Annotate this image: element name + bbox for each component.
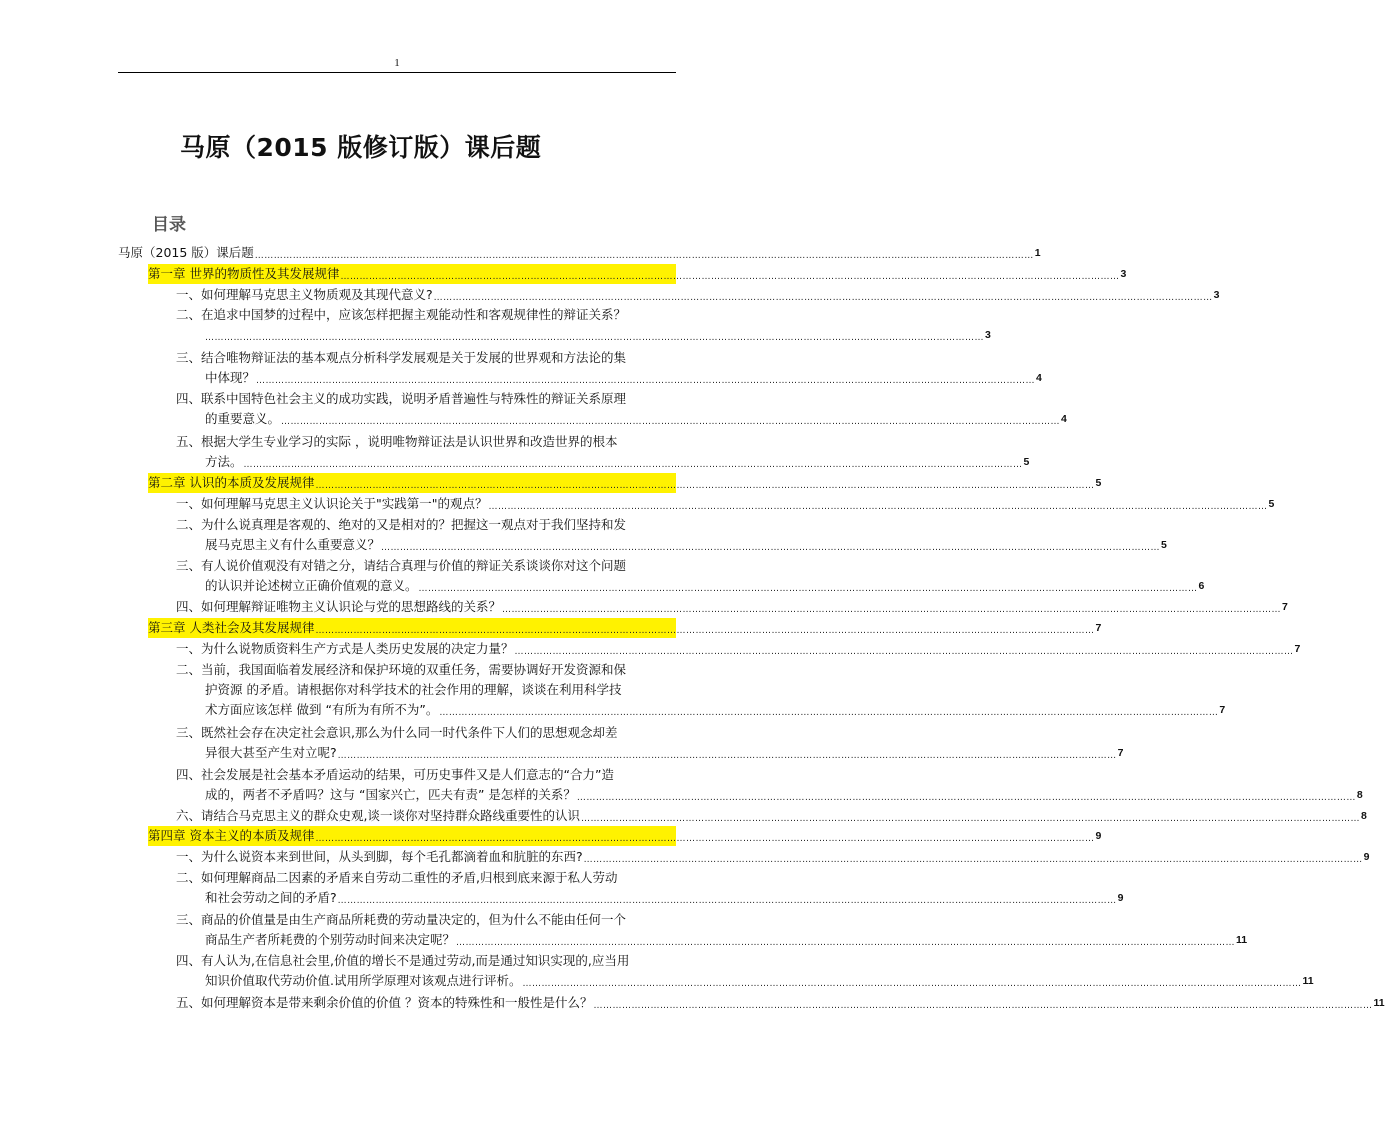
toc-dot-leader: ………………………………………………………………………………………………………………………………………………………………………………………………………………………… <box>337 751 1117 761</box>
toc-entry[interactable] <box>118 243 1041 263</box>
toc-entry-text: 四、联系中国特色社会主义的成功实践，说明矛盾普遍性与特殊性的辩证关系原理 <box>176 391 627 406</box>
toc-entry-text: 成的，两者不矛盾吗？这与 “国家兴亡，匹夫有责” 是怎样的关系？ <box>205 787 576 802</box>
toc-page-number: 3 <box>985 329 991 341</box>
toc-entry-text: 二、当前，我国面临着发展经济和保护环境的双重任务，需要协调好开发资源和保 <box>176 662 627 677</box>
toc-entry-text: 二、为什么说真理是客观的、绝对的又是相对的？把握这一观点对于我们坚持和发 <box>176 517 627 532</box>
toc-entry-text: 第一章 世界的物质性及其发展规律 <box>148 266 340 281</box>
toc-dot-leader: ………………………………………………………………………………………………………………………………………………………………………………………………………………………… <box>254 251 1034 261</box>
toc-entry-text: 第二章 认识的本质及发展规律 <box>148 475 315 490</box>
toc-page-number: 9 <box>1095 830 1102 842</box>
toc-entry[interactable] <box>176 432 1030 472</box>
toc-page-number: 8 <box>1356 789 1363 801</box>
toc-dot-leader: ………………………………………………………………………………………………………………………………………………………………………………………………………………………… <box>583 855 1363 865</box>
toc-entry[interactable] <box>176 806 1367 826</box>
toc-entry-text: 四、社会发展是社会基本矛盾运动的结果，可历史事件又是人们意志的“合力”造 <box>176 767 614 782</box>
toc-page-number: 7 <box>1117 747 1124 759</box>
toc-page-number: 5 <box>1023 456 1030 468</box>
toc-page-number: 9 <box>1363 851 1370 863</box>
toc-dot-leader: ………………………………………………………………………………………………………………………………………………………………………………………………………………………… <box>576 793 1356 803</box>
toc-entry-text: 二、在追求中国梦的过程中，应该怎样把握主观能动性和客观规律性的辩证关系？ <box>176 307 627 322</box>
toc-entry-text: 一、如何理解马克思主义认识论关于"实践第一"的观点？ <box>176 496 488 511</box>
toc-entry-text: 三、有人说价值观没有对错之分，请结合真理与价值的辩证关系谈谈你对这个问题 <box>176 558 627 573</box>
toc-entry-text: 六、请结合马克思主义的群众史观,谈一谈你对坚持群众路线重要性的认识 <box>176 808 580 823</box>
toc-chapter-entry[interactable] <box>148 826 1102 846</box>
toc-page-number: 5 <box>1095 477 1102 489</box>
toc-page-number: 11 <box>1373 997 1385 1009</box>
toc-entry-text: 的重要意义。 <box>205 411 281 426</box>
toc-entry-text: 第三章 人类社会及其发展规律 <box>148 620 315 635</box>
toc-dot-leader: ………………………………………………………………………………………………………………………………………………………………………………………………………………………… <box>418 584 1198 594</box>
toc-page-number: 4 <box>1061 413 1067 425</box>
toc-entry-text: 一、为什么说资本来到世间，从头到脚，每个毛孔都滴着血和肮脏的东西? <box>176 849 583 864</box>
toc-entry-text: 的认识并论述树立正确价值观的意义。 <box>205 578 418 593</box>
toc-entry-text: 马原（2015 版）课后题 <box>118 245 254 260</box>
toc-entry[interactable] <box>176 765 1363 805</box>
toc-dot-leader: ………………………………………………………………………………………………………………………………………………………………………………………………………………………… <box>337 896 1117 906</box>
toc-entry-text: 五、根据大学生专业学习的实际 ，说明唯物辩证法是认识世界和改造世界的根本 <box>176 434 618 449</box>
toc-chapter-entry[interactable] <box>148 264 1127 284</box>
toc-dot-leader: ………………………………………………………………………………………………………………………………………………………………………………………………………………………… <box>315 834 1095 844</box>
toc-page-number: 11 <box>1302 975 1314 987</box>
toc-entry[interactable] <box>176 556 1205 596</box>
toc-entry[interactable] <box>176 951 1314 991</box>
toc-page-number: 4 <box>1036 372 1042 384</box>
toc-entry-text: 和社会劳动之间的矛盾? <box>205 890 337 905</box>
toc-entry-text: 一、为什么说物质资料生产方式是人类历史发展的决定力量？ <box>176 641 514 656</box>
toc-dot-leader: ………………………………………………………………………………………………………………………………………………………………………………………………………………………… <box>205 333 984 343</box>
toc-entry-text: 中体现？ <box>205 370 256 385</box>
toc-entry-text: 四、有人认为,在信息社会里,价值的增长不是通过劳动,而是通过知识实现的,应当用 <box>176 953 630 968</box>
toc-entry-text: 三、结合唯物辩证法的基本观点分析科学发展观是关于发展的世界观和方法论的集 <box>176 350 627 365</box>
toc-page-number: 7 <box>1095 622 1102 634</box>
toc-page-number: 5 <box>1268 498 1275 510</box>
toc-page-number: 1 <box>1034 247 1041 259</box>
toc-entry[interactable] <box>176 389 1067 429</box>
toc-entry-text: 二、如何理解商品二因素的矛盾来自劳动二重性的矛盾,归根到底来源于私人劳动 <box>176 870 618 885</box>
toc-entry[interactable] <box>176 597 1288 617</box>
toc-dot-leader: ………………………………………………………………………………………………………………………………………………………………………………………………………………………… <box>580 814 1360 824</box>
toc-dot-leader: ………………………………………………………………………………………………………………………………………………………………………………………………………………………… <box>256 376 1036 386</box>
toc-chapter-entry[interactable] <box>148 618 1102 638</box>
toc-dot-leader: ………………………………………………………………………………………………………………………………………………………………………………………………………………………… <box>439 708 1219 718</box>
toc-dot-leader: ………………………………………………………………………………………………………………………………………………………………………………………………………………………… <box>433 293 1213 303</box>
toc-entry-text: 五、如何理解资本是带来剩余价值的价值 ？资本的特殊性和一般性是什么？ <box>176 995 593 1010</box>
toc-entry-text: 护资源 的矛盾。请根据你对科学技术的社会作用的理解，谈谈在利用科学技 <box>205 682 622 697</box>
toc-entry-text: 商品生产者所耗费的个别劳动时间来决定呢？ <box>205 932 456 947</box>
toc-page-number: 5 <box>1161 539 1167 551</box>
toc-dot-leader: ………………………………………………………………………………………………………………………………………………………………………………………………………………………… <box>340 272 1120 282</box>
toc-entry[interactable] <box>176 660 1226 720</box>
toc-page-number: 3 <box>1120 268 1127 280</box>
toc-entry-text: 方法。 <box>205 454 243 469</box>
toc-dot-leader: ………………………………………………………………………………………………………………………………………………………………………………………………………………………… <box>593 1001 1373 1011</box>
toc-entry-text: 四、如何理解辩证唯物主义认识论与党的思想路线的关系？ <box>176 599 502 614</box>
toc-entry[interactable] <box>176 910 1248 950</box>
toc-page-number: 9 <box>1117 892 1124 904</box>
toc-entry-text: 三、商品的价值量是由生产商品所耗费的劳动量决定的，但为什么不能由任何一个 <box>176 912 627 927</box>
toc-entry-text: 展马克思主义有什么重要意义？ <box>205 537 381 552</box>
toc-entry[interactable] <box>176 285 1220 305</box>
toc-dot-leader: ………………………………………………………………………………………………………………………………………………………………………………………………………………………… <box>315 626 1095 636</box>
toc-entry-text: 第四章 资本主义的本质及规律 <box>148 828 315 843</box>
toc-entry-text: 三、既然社会存在决定社会意识,那么为什么同一时代条件下人们的思想观念却差 <box>176 725 618 740</box>
toc-dot-leader: ………………………………………………………………………………………………………………………………………………………………………………………………………………………… <box>488 502 1268 512</box>
toc-entry-text: 一、如何理解马克思主义物质观及其现代意义? <box>176 287 433 302</box>
toc-page-number: 3 <box>1213 289 1220 301</box>
toc-page-number: 11 <box>1236 934 1248 946</box>
toc-entry-text: 知识价值取代劳动价值.试用所学原理对该观点进行评析。 <box>205 973 522 988</box>
toc-heading: 目录 <box>152 215 186 235</box>
toc-chapter-entry[interactable] <box>148 473 1102 493</box>
toc-entry[interactable] <box>176 639 1301 659</box>
toc-page-number: 7 <box>1282 601 1288 613</box>
toc-dot-leader: ………………………………………………………………………………………………………………………………………………………………………………………………………………………… <box>243 460 1023 470</box>
toc-entry[interactable] <box>176 515 1167 555</box>
toc-entry[interactable] <box>176 847 1370 867</box>
toc-entry[interactable] <box>176 305 991 345</box>
toc-entry-text: 异很大甚至产生对立呢? <box>205 745 337 760</box>
toc-dot-leader: ………………………………………………………………………………………………………………………………………………………………………………………………………………………… <box>456 938 1236 948</box>
toc-dot-leader: ………………………………………………………………………………………………………………………………………………………………………………………………………………………… <box>381 543 1161 553</box>
toc-dot-leader: ………………………………………………………………………………………………………………………………………………………………………………………………………………………… <box>522 979 1302 989</box>
toc-entry[interactable] <box>176 348 1042 388</box>
toc-entry-text: 术方面应该怎样 做到 “有所为有所不为”。 <box>205 702 439 717</box>
toc-dot-leader: ………………………………………………………………………………………………………………………………………………………………………………………………………………………… <box>315 481 1095 491</box>
toc-page-number: 7 <box>1294 643 1301 655</box>
toc-dot-leader: ………………………………………………………………………………………………………………………………………………………………………………………………………………………… <box>514 647 1294 657</box>
toc-entry[interactable] <box>176 494 1275 514</box>
toc-entry[interactable] <box>176 868 1124 908</box>
toc-dot-leader: ………………………………………………………………………………………………………………………………………………………………………………………………………………………… <box>502 605 1282 615</box>
toc-dot-leader: ………………………………………………………………………………………………………………………………………………………………………………………………………………………… <box>281 417 1061 427</box>
document-title: 马原（2015 版修订版）课后题 <box>180 133 542 162</box>
toc-page-number: 8 <box>1360 810 1367 822</box>
page-number: 1 <box>394 57 400 69</box>
toc-entry[interactable] <box>176 993 1385 1013</box>
toc-page-number: 6 <box>1198 580 1205 592</box>
toc-entry[interactable] <box>176 723 1124 763</box>
toc-page-number: 7 <box>1219 704 1226 716</box>
